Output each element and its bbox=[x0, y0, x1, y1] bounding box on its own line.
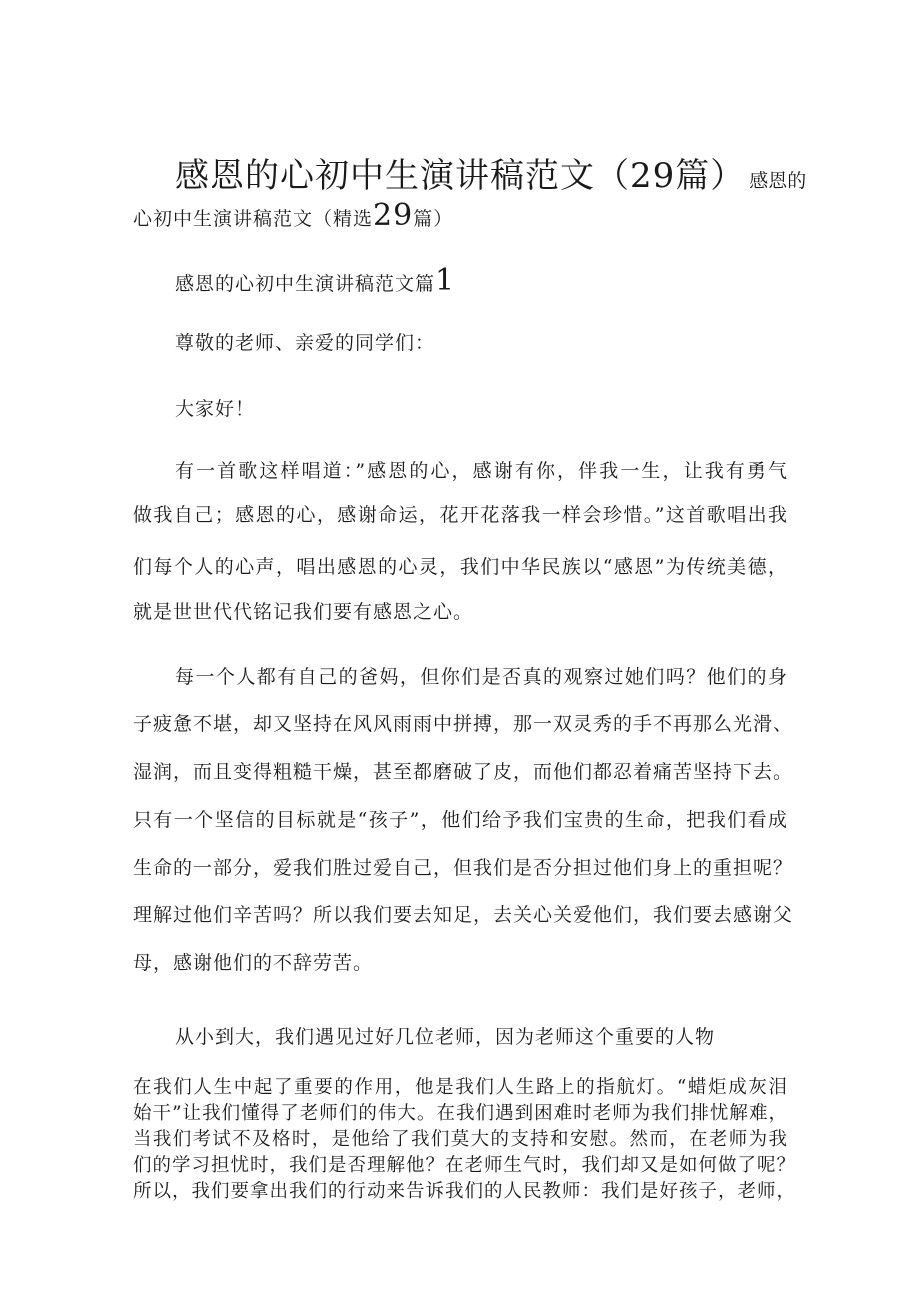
paragraph-2-line: 每一个人都有自己的爸妈，但你们是否真的观察过她们吗？他们的身 bbox=[175, 666, 788, 688]
greeting-line: 尊敬的老师、亲爱的同学们： bbox=[175, 332, 436, 354]
paragraph-3-line: 在我们人生中起了重要的作用，他是我们人生路上的指航灯。“蜡炬成灰泪 bbox=[133, 1077, 788, 1098]
paragraph-3-line: 们的学习担忧时，我们是否理解他？在老师生气时，我们却又是如何做了呢？ bbox=[133, 1155, 797, 1176]
paragraph-2-line: 子疲惫不堪，却又坚持在风风雨雨中拼搏，那一双灵秀的手不再那么光滑、 bbox=[133, 713, 794, 735]
paragraph-2-line: 母，感谢他们的不辞劳苦。 bbox=[133, 952, 374, 974]
paragraph-3-line: 当我们考试不及格时，是他给了我们莫大的支持和安慰。然而，在老师为我 bbox=[133, 1129, 788, 1150]
paragraph-2-line: 只有一个坚信的目标就是“孩子”，他们给予我们宝贵的生命，把我们看成 bbox=[133, 809, 788, 831]
paragraph-2-line: 理解过他们辛苦吗？所以我们要去知足，去关心关爱他们，我们要去感谢父 bbox=[133, 904, 794, 926]
title-tail: 感恩的 bbox=[749, 170, 807, 192]
section-heading bbox=[175, 263, 455, 298]
document-title bbox=[175, 148, 806, 197]
paragraph-1-line: 就是世世代代铭记我们要有感恩之心。 bbox=[133, 601, 474, 623]
title-main: 感恩的心初中生演讲稿范文（29篇） bbox=[175, 156, 746, 196]
paragraph-2-line: 湿润，而且变得粗糙干燥，甚至都磨破了皮，而他们都忍着痛苦坚持下去。 bbox=[133, 761, 794, 783]
paragraph-2-line: 生命的一部分，爱我们胜过爱自己，但我们是否分担过他们身上的重担呢？ bbox=[133, 857, 794, 879]
paragraph-1-line: 有一首歌这样唱道：”感恩的心，感谢有你，伴我一生，让我有勇气 bbox=[175, 460, 788, 482]
paragraph-1-line: 们每个人的心声，唱出感恩的心灵，我们中华民族以“感恩”为传统美德， bbox=[133, 556, 788, 578]
subtitle-suffix: 篇） bbox=[413, 208, 454, 230]
document-subtitle bbox=[133, 198, 453, 233]
subtitle-number: 29 bbox=[373, 198, 414, 233]
paragraph-1-line: 做我自己；感恩的心，感谢命运，花开花落我一样会珍惜。”这首歌唱出我 bbox=[133, 504, 788, 526]
section-heading-text: 感恩的心初中生演讲稿范文篇 bbox=[175, 273, 436, 295]
hello-line: 大家好！ bbox=[175, 398, 256, 420]
paragraph-3-line: 所以，我们要拿出我们的行动来告诉我们的人民教师：我们是好孩子，老师， bbox=[133, 1181, 797, 1202]
paragraph-3-line: 从小到大，我们遇见过好几位老师，因为老师这个重要的人物 bbox=[175, 1026, 716, 1048]
paragraph-3-line: 始干”让我们懂得了老师们的伟大。在我们遇到困难时老师为我们排忧解难， bbox=[133, 1103, 788, 1124]
subtitle-prefix: 心初中生演讲稿范文（精选 bbox=[133, 208, 374, 230]
section-heading-number: 1 bbox=[435, 263, 456, 298]
